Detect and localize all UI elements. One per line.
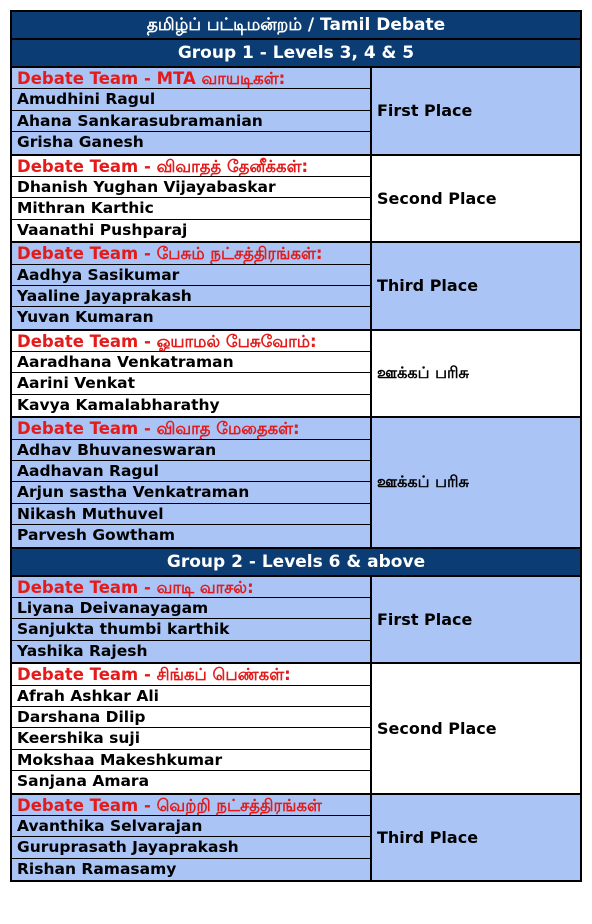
team-member: Avanthika Selvarajan	[12, 816, 370, 837]
team-roster	[12, 577, 372, 663]
team-member: Grisha Ganesh	[17, 133, 144, 152]
placement-result: Second Place	[377, 718, 497, 738]
team-roster	[12, 418, 372, 546]
placement-result: ஊக்கப் பரிசு	[377, 362, 469, 382]
group-header: Group 1 - Levels 3, 4 & 5	[12, 40, 580, 68]
team-member: Yashika Rajesh	[17, 641, 148, 660]
placement-result: Second Place	[377, 188, 497, 208]
team-member: Parvesh Gowtham	[17, 526, 176, 545]
team-member: Mokshaa Makeshkumar	[12, 750, 370, 771]
team-member: Afrah Ashkar Ali	[12, 686, 370, 707]
team-name: Debate Team - வெற்றி நட்சத்திரங்கள்	[12, 795, 370, 816]
placement-result: Third Place	[377, 276, 479, 296]
team-member: Aadhya Sasikumar	[12, 265, 370, 286]
team-roster	[12, 795, 372, 881]
team-member: Keershika suji	[12, 728, 370, 749]
team-member: Kavya Kamalabharathy	[17, 395, 220, 414]
team-block	[12, 243, 580, 331]
placement-result: Third Place	[377, 827, 479, 847]
team-member: Yaaline Jayaprakash	[12, 286, 370, 307]
groups-container	[12, 40, 580, 880]
team-name: Debate Team - பேசும் நட்சத்திரங்கள்:	[12, 243, 370, 264]
team-member: Darshana Dilip	[12, 707, 370, 728]
results-table	[10, 10, 582, 882]
table-title: தமிழ்ப் பட்டிமன்றம் / Tamil Debate	[12, 12, 580, 40]
team-roster	[12, 68, 372, 154]
team-block	[12, 156, 580, 244]
team-member: Yuvan Kumaran	[17, 308, 154, 327]
team-name: Debate Team - MTA வாயடிகள்:	[12, 68, 370, 89]
team-member: Dhanish Yughan Vijayabaskar	[12, 177, 370, 198]
team-member: Sanjana Amara	[17, 772, 150, 791]
team-roster	[12, 243, 372, 329]
team-block	[12, 331, 580, 419]
placement-result: ஊக்கப் பரிசு	[377, 471, 469, 491]
team-member: Nikash Muthuvel	[12, 504, 370, 525]
team-member: Aarini Venkat	[12, 373, 370, 394]
team-member: Aadhavan Ragul	[12, 461, 370, 482]
team-name: Debate Team - சிங்கப் பெண்கள்:	[12, 664, 370, 685]
team-block	[12, 795, 580, 881]
team-member: Ahana Sankarasubramanian	[12, 111, 370, 132]
team-member: Mithran Karthic	[12, 198, 370, 219]
team-block	[12, 664, 580, 794]
team-block	[12, 418, 580, 548]
team-name: Debate Team - ஓயாமல் பேசுவோம்:	[12, 331, 370, 352]
team-member: Vaanathi Pushparaj	[17, 220, 188, 239]
team-member: Arjun sastha Venkatraman	[12, 482, 370, 503]
team-roster	[12, 156, 372, 242]
team-roster	[12, 331, 372, 417]
team-roster	[12, 664, 372, 792]
placement-result: First Place	[377, 101, 473, 121]
team-block	[12, 68, 580, 156]
team-member: Liyana Deivanayagam	[12, 598, 370, 619]
team-block	[12, 577, 580, 665]
team-name: Debate Team - வாடி வாசல்:	[12, 577, 370, 598]
placement-result: First Place	[377, 609, 473, 629]
team-member: Adhav Bhuvaneswaran	[12, 440, 370, 461]
team-member: Guruprasath Jayaprakash	[12, 837, 370, 858]
team-member: Sanjukta thumbi karthik	[12, 619, 370, 640]
group-header: Group 2 - Levels 6 & above	[12, 549, 580, 577]
team-name: Debate Team - விவாதத் தேனீக்கள்:	[12, 156, 370, 177]
team-member: Amudhini Ragul	[12, 89, 370, 110]
team-member: Aaradhana Venkatraman	[12, 352, 370, 373]
team-member: Rishan Ramasamy	[17, 859, 177, 878]
team-name: Debate Team - விவாத மேதைகள்:	[12, 418, 370, 439]
